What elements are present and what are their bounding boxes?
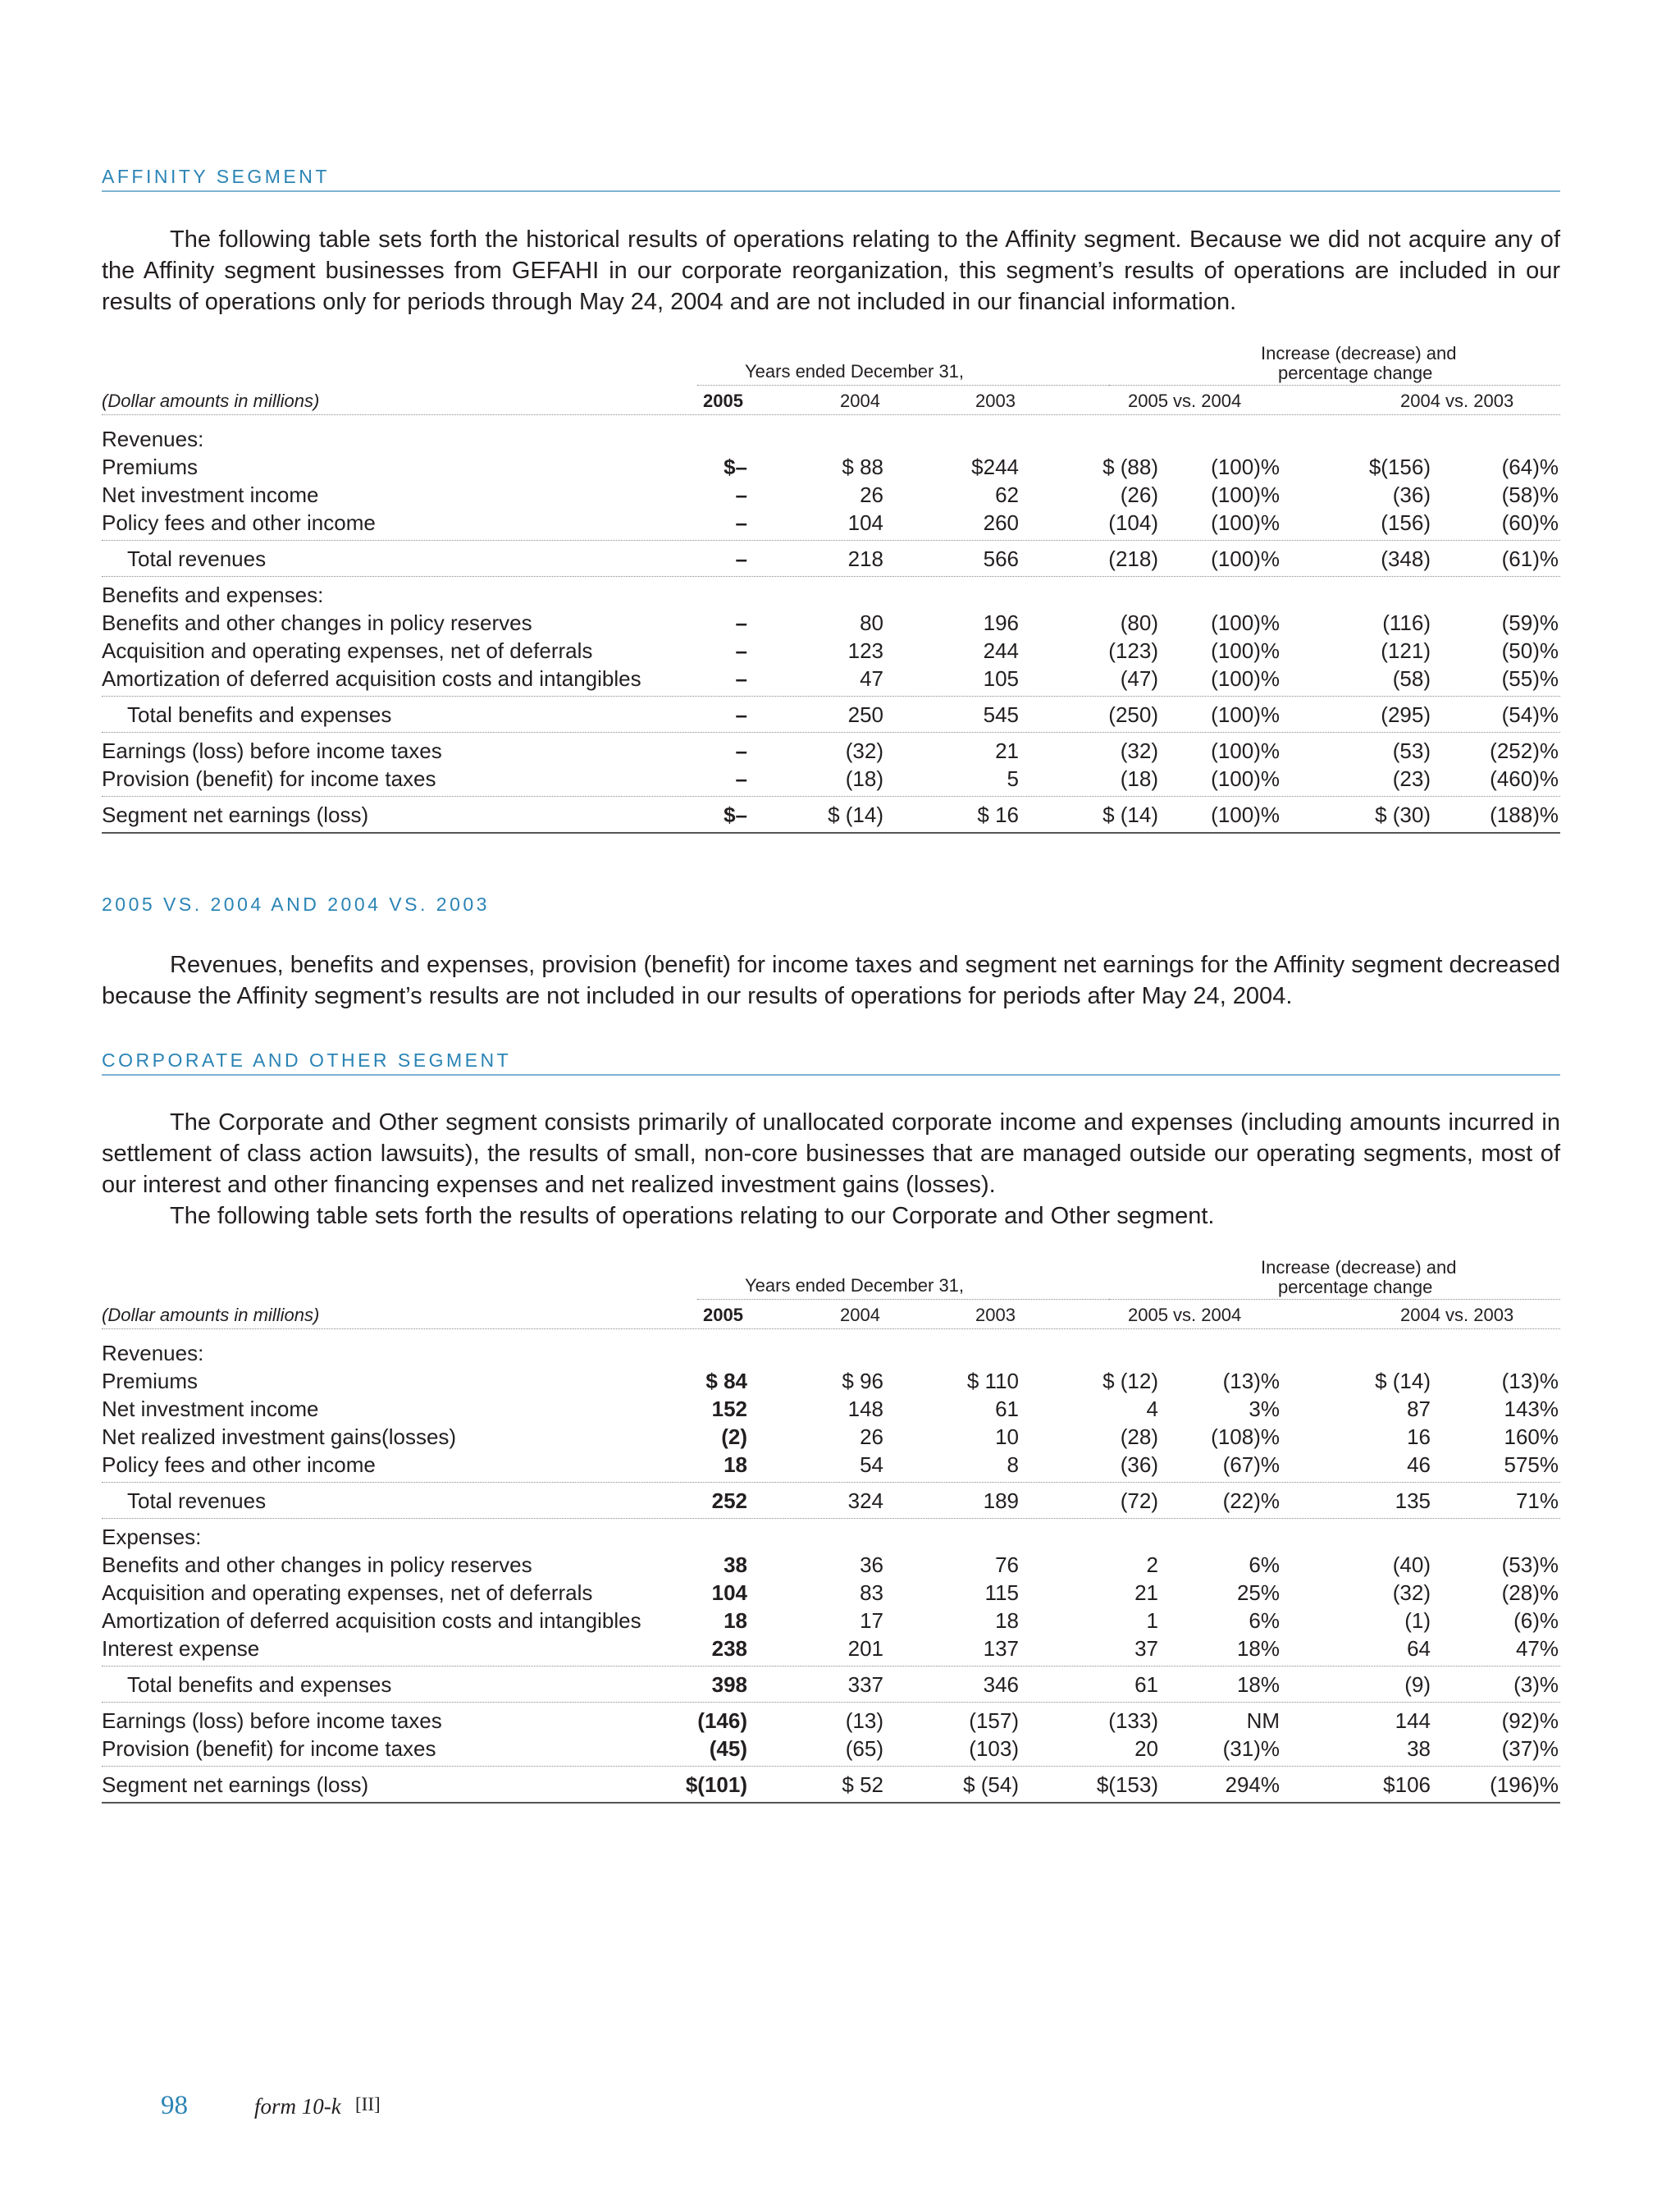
cell-c4: 4 (1146, 1397, 1158, 1421)
cell-c5: (67)% (1222, 1452, 1280, 1477)
cell-c3: 61 (995, 1397, 1019, 1421)
change-header-line2: percentage change (1278, 363, 1433, 383)
row-label: Provision (benefit) for income taxes (102, 1736, 436, 1761)
table-row (0, 425, 1680, 453)
cell-c5: NM (1246, 1708, 1280, 1733)
cell-c7: (188)% (1490, 802, 1559, 827)
cell-c5: (100)% (1211, 766, 1280, 791)
cell-c6: (295) (1381, 702, 1431, 727)
cell-c7: (60)% (1501, 510, 1559, 535)
row-rule (102, 696, 1560, 697)
row-label: Total benefits and expenses (127, 1672, 392, 1697)
cell-c2: 36 (860, 1552, 883, 1577)
row-label: Earnings (loss) before income taxes (102, 738, 442, 763)
cell-c3: 566 (983, 546, 1019, 571)
table-row (0, 1551, 1680, 1579)
cell-c7: (252)% (1490, 738, 1559, 763)
cell-c4: (32) (1120, 738, 1158, 763)
cell-c2: (65) (845, 1736, 883, 1761)
cell-c7: (28)% (1501, 1580, 1559, 1605)
cell-c1: – (735, 510, 747, 535)
cell-c5: (100)% (1211, 802, 1280, 827)
cell-c4: (36) (1120, 1452, 1158, 1477)
cell-c5: (100)% (1211, 510, 1280, 535)
cell-c3: (157) (969, 1708, 1019, 1733)
cell-c3: 62 (995, 482, 1019, 507)
cell-c2: 201 (847, 1636, 883, 1661)
cell-c3: $ 110 (966, 1369, 1019, 1393)
years-header-rule (697, 385, 1134, 386)
cell-c6: 16 (1407, 1424, 1431, 1449)
cell-c7: (61)% (1501, 546, 1559, 571)
col-2005: 2005 (703, 391, 743, 411)
cell-c4: (123) (1108, 638, 1158, 663)
cell-c2: $ (14) (828, 802, 883, 827)
change-header-rule (1109, 1299, 1560, 1300)
table-row (0, 1771, 1680, 1799)
table-row (0, 1423, 1680, 1451)
row-rule (102, 796, 1560, 797)
cell-c4: $(153) (1096, 1772, 1158, 1797)
cell-c2: 324 (847, 1488, 883, 1513)
cell-c4: (18) (1120, 766, 1158, 791)
cell-c2: 83 (860, 1580, 883, 1605)
cell-c3: 105 (983, 666, 1019, 691)
row-label: Policy fees and other income (102, 1452, 376, 1477)
row-label: Segment net earnings (loss) (102, 802, 369, 827)
cell-c3: 260 (983, 510, 1019, 535)
cell-c2: 148 (847, 1397, 883, 1421)
header-bottom-rule (102, 1328, 1560, 1329)
cell-c6: (32) (1392, 1580, 1431, 1605)
cell-c1: 238 (711, 1636, 747, 1661)
cell-c7: 47% (1515, 1636, 1559, 1661)
cell-c2: 26 (860, 1424, 883, 1449)
cell-c2: 218 (847, 546, 883, 571)
cell-c2: 104 (847, 510, 883, 535)
cell-c1: (146) (697, 1708, 747, 1733)
table-row (0, 765, 1680, 793)
cell-c7: (55)% (1501, 666, 1559, 691)
col-2005-vs-2004: 2005 vs. 2004 (1128, 391, 1242, 411)
years-header: Years ended December 31, (745, 1275, 965, 1296)
cell-c3: $ 16 (977, 802, 1019, 827)
cell-c5: (100)% (1211, 546, 1280, 571)
table-row (0, 801, 1680, 829)
row-rule (102, 1802, 1560, 1804)
row-label: Benefits and other changes in policy reserves (102, 610, 532, 635)
cell-c1: 252 (711, 1488, 747, 1513)
col-2003: 2003 (975, 1305, 1016, 1325)
cell-c7: 71% (1515, 1488, 1559, 1513)
cell-c5: 25% (1236, 1580, 1280, 1605)
row-label: Earnings (loss) before income taxes (102, 1708, 442, 1733)
row-label: Policy fees and other income (102, 510, 376, 535)
cell-c6: (348) (1381, 546, 1431, 571)
cell-c1: – (735, 638, 747, 663)
cell-c1: – (735, 610, 747, 635)
cell-c4: (26) (1120, 482, 1158, 507)
row-label: Total benefits and expenses (127, 702, 392, 727)
cell-c3: 196 (983, 610, 1019, 635)
cell-c1: 104 (711, 1580, 747, 1605)
row-label: Net realized investment gains(losses) (102, 1424, 457, 1449)
cell-c6: 144 (1395, 1708, 1431, 1733)
table-row (0, 581, 1680, 609)
cell-c7: (54)% (1501, 702, 1559, 727)
cell-c1: 398 (711, 1672, 747, 1697)
table-row (0, 737, 1680, 765)
cell-c6: $106 (1383, 1772, 1431, 1797)
cell-c1: (2) (721, 1424, 747, 1449)
cell-c4: (250) (1108, 702, 1158, 727)
cell-c4: 61 (1134, 1672, 1158, 1697)
col-2003: 2003 (975, 391, 1016, 411)
cell-c5: (100)% (1211, 638, 1280, 663)
cell-c6: $(156) (1368, 455, 1431, 479)
cell-c7: (59)% (1501, 610, 1559, 635)
cell-c5: (100)% (1211, 482, 1280, 507)
table-row (0, 1634, 1680, 1662)
cell-c3: 244 (983, 638, 1019, 663)
cell-c1: – (735, 546, 747, 571)
cell-c7: (3)% (1513, 1672, 1559, 1697)
table-row (0, 1579, 1680, 1607)
row-label: Acquisition and operating expenses, net of deferrals (102, 1580, 593, 1605)
cell-c5: 6% (1249, 1608, 1280, 1633)
table-row (0, 1367, 1680, 1395)
cell-c1: (45) (709, 1736, 747, 1761)
cell-c6: $ (14) (1375, 1369, 1431, 1393)
cell-c5: 3% (1249, 1397, 1280, 1421)
cell-c1: – (735, 738, 747, 763)
row-label: Benefits and other changes in policy reserves (102, 1552, 532, 1577)
cell-c5: (100)% (1211, 738, 1280, 763)
cell-c4: (28) (1120, 1424, 1158, 1449)
table-row (0, 665, 1680, 693)
cell-c5: (22)% (1222, 1488, 1280, 1513)
change-header-line2: percentage change (1278, 1277, 1433, 1297)
cell-c3: 137 (983, 1636, 1019, 1661)
cell-c2: 17 (860, 1608, 883, 1633)
cell-c6: (116) (1382, 610, 1431, 635)
cell-c4: (72) (1120, 1488, 1158, 1513)
row-label: Premiums (102, 455, 199, 479)
section-title-corporate: CORPORATE AND OTHER SEGMENT (102, 1048, 1560, 1076)
cell-c4: (104) (1108, 510, 1158, 535)
cell-c7: 160% (1504, 1424, 1559, 1449)
row-label: Segment net earnings (loss) (102, 1772, 369, 1797)
cell-c4: 37 (1134, 1636, 1158, 1661)
cell-c5: (108)% (1211, 1424, 1280, 1449)
section-title-affinity: AFFINITY SEGMENT (102, 164, 1560, 192)
col-2004: 2004 (840, 1305, 880, 1325)
row-label: Total revenues (127, 1488, 267, 1513)
table-row (0, 1607, 1680, 1634)
cell-c6: 38 (1407, 1736, 1431, 1761)
table-row (0, 1339, 1680, 1367)
row-rule (102, 1518, 1560, 1519)
cell-c2: 250 (847, 702, 883, 727)
table-row (0, 1451, 1680, 1479)
cell-c6: (58) (1392, 666, 1431, 691)
row-rule (102, 540, 1560, 541)
row-label: Revenues: (102, 427, 204, 451)
years-header: Years ended December 31, (745, 361, 965, 382)
row-label: Provision (benefit) for income taxes (102, 766, 436, 791)
cell-c6: (1) (1404, 1608, 1431, 1633)
cell-c3: 76 (995, 1552, 1019, 1577)
row-label: Acquisition and operating expenses, net of deferrals (102, 638, 593, 663)
cell-c7: (37)% (1501, 1736, 1559, 1761)
cell-c1: $– (724, 802, 747, 827)
col-2004: 2004 (840, 391, 880, 411)
cell-c1: $(101) (685, 1772, 747, 1797)
table-row (0, 1671, 1680, 1699)
cell-c1: 38 (724, 1552, 747, 1577)
cell-c7: (58)% (1501, 482, 1559, 507)
row-label: Premiums (102, 1369, 199, 1393)
cell-c2: (13) (845, 1708, 883, 1733)
cell-c1: 18 (724, 1452, 747, 1477)
table-row (0, 509, 1680, 537)
table-row (0, 453, 1680, 481)
cell-c3: 189 (983, 1488, 1019, 1513)
cell-c5: 294% (1225, 1772, 1280, 1797)
cell-c6: 46 (1407, 1452, 1431, 1477)
cell-c7: (460)% (1490, 766, 1559, 791)
cell-c6: (156) (1381, 510, 1431, 535)
cell-c5: 6% (1249, 1552, 1280, 1577)
section-title-comparison: 2005 VS. 2004 AND 2004 VS. 2003 (102, 894, 490, 915)
cell-c3: 545 (983, 702, 1019, 727)
table-row (0, 1707, 1680, 1735)
cell-c7: (13)% (1501, 1369, 1559, 1393)
row-label: Amortization of deferred acquisition costs and intangibles (102, 666, 641, 691)
cell-c7: 143% (1504, 1397, 1559, 1421)
cell-c4: (47) (1120, 666, 1158, 691)
row-label: Net investment income (102, 1397, 319, 1421)
cell-c5: (100)% (1211, 455, 1280, 479)
comparison-text: Revenues, benefits and expenses, provision (benefit) for income taxes and segment net earnings for the Affinity segment decreased because the Affinity segment’s results are not included in our results of operations for periods after May 24, 2004. (102, 952, 1560, 1009)
cell-c7: (92)% (1501, 1708, 1559, 1733)
cell-c2: 47 (860, 666, 883, 691)
row-label: Interest expense (102, 1636, 260, 1661)
change-header-rule (1109, 385, 1560, 386)
page-number: 98 (161, 2091, 188, 2120)
cell-c5: 18% (1236, 1636, 1280, 1661)
table-row (0, 1735, 1680, 1763)
cell-c2: (32) (845, 738, 883, 763)
table-row (0, 637, 1680, 665)
years-header-rule (697, 1299, 1134, 1300)
cell-c2: 26 (860, 482, 883, 507)
cell-c4: 1 (1146, 1608, 1158, 1633)
cell-c5: (100)% (1211, 666, 1280, 691)
row-label: Expenses: (102, 1525, 202, 1549)
cell-c4: $ (88) (1102, 455, 1158, 479)
cell-c1: 18 (724, 1608, 747, 1633)
cell-c2: $ 88 (842, 455, 883, 479)
cell-c6: (53) (1392, 738, 1431, 763)
cell-c1: – (735, 702, 747, 727)
cell-c1: – (735, 666, 747, 691)
header-bottom-rule (102, 414, 1560, 415)
cell-c3: 5 (1007, 766, 1019, 791)
row-label: Total revenues (127, 546, 267, 571)
cell-c6: (36) (1392, 482, 1431, 507)
row-label: Revenues: (102, 1341, 204, 1365)
change-header-line1: Increase (decrease) and (1261, 1257, 1457, 1278)
cell-c5: (100)% (1211, 702, 1280, 727)
col-2005-vs-2004: 2005 vs. 2004 (1128, 1305, 1242, 1325)
cell-c4: 20 (1134, 1736, 1158, 1761)
cell-c6: 135 (1395, 1488, 1431, 1513)
col-2005: 2005 (703, 1305, 743, 1325)
cell-c6: (121) (1381, 638, 1431, 663)
cell-c7: (50)% (1501, 638, 1559, 663)
row-rule (102, 1766, 1560, 1767)
cell-c7: (6)% (1513, 1608, 1559, 1633)
row-rule (102, 1702, 1560, 1703)
units-label: (Dollar amounts in millions) (102, 1305, 320, 1325)
cell-c6: 64 (1407, 1636, 1431, 1661)
cell-c1: $ 84 (705, 1369, 747, 1393)
row-rule (102, 576, 1560, 577)
cell-c4: 2 (1146, 1552, 1158, 1577)
cell-c2: 54 (860, 1452, 883, 1477)
cell-c6: $ (30) (1375, 802, 1431, 827)
cell-c4: (218) (1108, 546, 1158, 571)
cell-c4: $ (12) (1102, 1369, 1158, 1393)
cell-c4: (80) (1120, 610, 1158, 635)
cell-c6: (40) (1392, 1552, 1431, 1577)
affinity-intro: The following table sets forth the historical results of operations relating to the Affinity segment. Because we did not acquire any of the Affinity segment businesses from GEFAHI in our corporate reorganization, this segment’s results of operations are included in our results of operations only for periods through May 24, 2004 and are not included in our financial information. (102, 226, 1560, 315)
cell-c5: (100)% (1211, 610, 1280, 635)
table-row (0, 545, 1680, 573)
row-rule (102, 1482, 1560, 1483)
corporate-intro: The Corporate and Other segment consists primarily of unallocated corporate income and expenses (including amounts incurred in settlement of class action lawsuits), the results of small, non-core businesses that are managed outside our operating segments, most of our interest and other financing expenses and net realized investment gains (losses). The following table sets forth the results of operations relating to our Corporate and Other segment. (102, 1109, 1560, 1229)
cell-c4: 21 (1134, 1580, 1158, 1605)
cell-c1: – (735, 482, 747, 507)
table-row (0, 1487, 1680, 1515)
form-label: form 10-k (254, 2094, 341, 2119)
cell-c6: (23) (1392, 766, 1431, 791)
cell-c3: (103) (969, 1736, 1019, 1761)
table-row (0, 481, 1680, 509)
row-label: Net investment income (102, 482, 319, 507)
cell-c3: 10 (995, 1424, 1019, 1449)
cell-c6: (9) (1404, 1672, 1431, 1697)
cell-c2: (18) (845, 766, 883, 791)
cell-c7: 575% (1504, 1452, 1559, 1477)
cell-c3: 8 (1007, 1452, 1019, 1477)
table-row (0, 1523, 1680, 1551)
row-label: Benefits and expenses: (102, 583, 324, 607)
cell-c1: – (735, 766, 747, 791)
form-mark: [II] (355, 2094, 381, 2115)
cell-c3: 115 (984, 1580, 1019, 1605)
cell-c3: 21 (995, 738, 1019, 763)
row-rule (102, 1666, 1560, 1667)
cell-c2: $ 52 (842, 1772, 883, 1797)
cell-c3: 18 (995, 1608, 1019, 1633)
cell-c2: 123 (847, 638, 883, 663)
cell-c5: (31)% (1222, 1736, 1280, 1761)
cell-c4: (133) (1108, 1708, 1158, 1733)
cell-c5: (13)% (1222, 1369, 1280, 1393)
table-row (0, 1395, 1680, 1423)
change-header-line1: Increase (decrease) and (1261, 343, 1457, 363)
cell-c7: (53)% (1501, 1552, 1559, 1577)
row-label: Amortization of deferred acquisition costs and intangibles (102, 1608, 641, 1633)
row-rule (102, 732, 1560, 733)
cell-c1: $– (724, 455, 747, 479)
cell-c3: 346 (983, 1672, 1019, 1697)
table-row (0, 701, 1680, 729)
col-2004-vs-2003: 2004 vs. 2003 (1400, 391, 1514, 411)
cell-c3: $ (54) (963, 1772, 1019, 1797)
row-rule (102, 832, 1560, 834)
cell-c2: 80 (860, 610, 883, 635)
cell-c2: $ 96 (842, 1369, 883, 1393)
cell-c5: 18% (1236, 1672, 1280, 1697)
cell-c4: $ (14) (1102, 802, 1158, 827)
table-row (0, 609, 1680, 637)
cell-c7: (64)% (1501, 455, 1559, 479)
col-2004-vs-2003: 2004 vs. 2003 (1400, 1305, 1514, 1325)
cell-c6: 87 (1407, 1397, 1431, 1421)
cell-c3: $244 (971, 455, 1019, 479)
cell-c2: 337 (847, 1672, 883, 1697)
cell-c1: 152 (711, 1397, 747, 1421)
cell-c7: (196)% (1490, 1772, 1559, 1797)
units-label: (Dollar amounts in millions) (102, 391, 320, 411)
